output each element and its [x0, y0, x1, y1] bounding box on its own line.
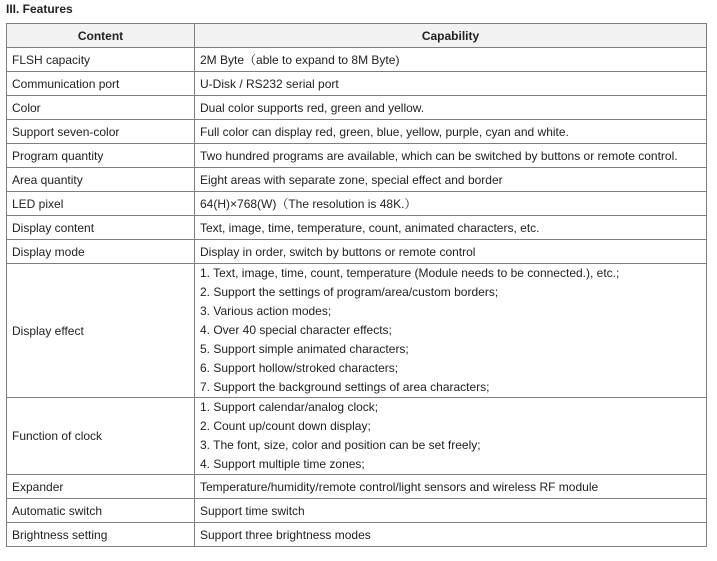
feature-name-cell: Brightness setting [7, 523, 195, 547]
table-row [7, 398, 707, 475]
table-row [7, 48, 707, 72]
capability-cell: 2M Byte（able to expand to 8M Byte) [195, 48, 707, 72]
table-body [7, 48, 707, 547]
capability-cell: Support three brightness modes [195, 523, 707, 547]
table-row [7, 96, 707, 120]
column-header-capability: Capability [195, 24, 707, 48]
feature-name-cell: Communication port [7, 72, 195, 96]
capability-cell: Dual color supports red, green and yellow. [195, 96, 707, 120]
feature-name-cell: FLSH capacity [7, 48, 195, 72]
capability-cell: U-Disk / RS232 serial port [195, 72, 707, 96]
feature-name-cell: Support seven-color [7, 120, 195, 144]
feature-name-cell: Display effect [7, 264, 195, 398]
capability-cell: Text, image, time, temperature, count, animated characters, etc. [195, 216, 707, 240]
table-row [7, 72, 707, 96]
table-row [7, 168, 707, 192]
capability-line: 3. Various action modes; [200, 304, 332, 318]
table-row [7, 523, 707, 547]
feature-name-cell: Area quantity [7, 168, 195, 192]
table-row [7, 144, 707, 168]
table-row [7, 475, 707, 499]
capability-line: 5. Support simple animated characters; [200, 342, 409, 356]
capability-cell: 64(H)×768(W)（The resolution is 48K.） [195, 192, 707, 216]
capability-line: 4. Support multiple time zones; [200, 457, 365, 471]
table-row [7, 240, 707, 264]
capability-cell: Temperature/humidity/remote control/light sensors and wireless RF module [195, 475, 707, 499]
capability-cell [195, 264, 707, 398]
table-row [7, 192, 707, 216]
capability-line: 3. The font, size, color and position can be set freely; [200, 438, 481, 452]
feature-name-cell: Expander [7, 475, 195, 499]
capability-cell [195, 398, 707, 475]
capability-cell: Eight areas with separate zone, special effect and border [195, 168, 707, 192]
column-header-content: Content [7, 24, 195, 48]
feature-name-cell: LED pixel [7, 192, 195, 216]
feature-name-cell: Display mode [7, 240, 195, 264]
capability-line: 2. Count up/count down display; [200, 419, 371, 433]
capability-cell: Two hundred programs are available, which can be switched by buttons or remote control. [195, 144, 707, 168]
table-row [7, 216, 707, 240]
section-title: III. Features [6, 2, 73, 16]
feature-name-cell: Program quantity [7, 144, 195, 168]
features-table [6, 23, 707, 547]
capability-line: 2. Support the settings of program/area/custom borders; [200, 285, 499, 299]
capability-line: 1. Support calendar/analog clock; [200, 400, 379, 414]
table-header-row [7, 24, 707, 48]
capability-cell: Support time switch [195, 499, 707, 523]
capability-line: 6. Support hollow/stroked characters; [200, 361, 399, 375]
capability-cell: Display in order, switch by buttons or remote control [195, 240, 707, 264]
feature-name-cell: Color [7, 96, 195, 120]
feature-name-cell: Automatic switch [7, 499, 195, 523]
feature-name-cell: Display content [7, 216, 195, 240]
capability-line: 4. Over 40 special character effects; [200, 323, 392, 337]
table-row [7, 264, 707, 398]
capability-line: 1. Text, image, time, count, temperature (Module needs to be connected.), etc.; [200, 266, 620, 280]
capability-cell: Full color can display red, green, blue, yellow, purple, cyan and white. [195, 120, 707, 144]
table-row [7, 120, 707, 144]
capability-line: 7. Support the background settings of area characters; [200, 380, 490, 394]
table-row [7, 499, 707, 523]
feature-name-cell: Function of clock [7, 398, 195, 475]
